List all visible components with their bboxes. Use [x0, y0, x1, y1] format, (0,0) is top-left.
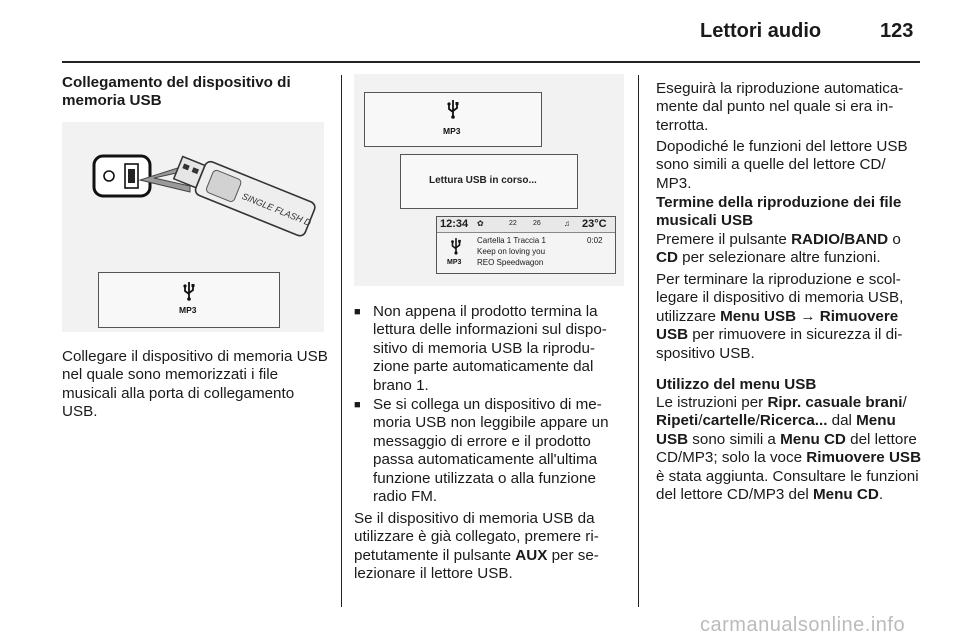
- functions-paragraph: Dopodiché le funzioni del lettore USB sono simili a quelle del lettore CD/ MP3.: [656, 138, 908, 192]
- column-divider-1: [341, 75, 342, 607]
- separator: /: [902, 394, 907, 411]
- usb-menu-paragraph: [656, 394, 922, 504]
- display-panel-playback: [436, 216, 616, 274]
- menu-usb-label: Menu USB: [656, 412, 896, 448]
- paragraph-text: per rimuovere in sicurezza il di-spositivo USB.: [656, 326, 903, 362]
- reading-status-text: Lettura USB in corso...: [429, 175, 537, 186]
- status-value-b: 26: [533, 220, 541, 227]
- arrow-separator: →: [796, 307, 820, 325]
- remove-usb-label: Rimuovere USB: [806, 449, 922, 467]
- section-heading-usb-menu: Utilizzo del menu USB: [656, 376, 817, 393]
- usb-icon: [181, 281, 197, 307]
- flash-drive-label: SINGLE FLASH D: [240, 191, 313, 228]
- bullet-marker: ■: [354, 399, 361, 411]
- mp3-label: MP3: [447, 259, 462, 266]
- menu-usb-label: Menu USB: [720, 307, 797, 325]
- resume-paragraph: Eseguirà la riproduzione automatica-mente dal punto nel quale si era in-terrotta.: [656, 80, 904, 134]
- paragraph-text: dal: [827, 412, 857, 430]
- artist-name: REO Speedwagon: [477, 258, 544, 267]
- paragraph-text: Le istruzioni per: [656, 394, 768, 411]
- separator: /: [755, 412, 760, 430]
- paragraph-text: Premere il pulsante: [656, 231, 792, 248]
- usb-connection-figure: [62, 122, 324, 332]
- menu-cd-label: Menu CD: [813, 486, 879, 504]
- paragraph-text: sono simili a: [688, 430, 781, 448]
- music-note-icon: ♫: [564, 219, 570, 228]
- page-title: Lettori audio: [700, 20, 822, 42]
- temperature: 23°C: [582, 218, 607, 230]
- repeat-label: Ripeti: [656, 412, 699, 430]
- display-panel-mp3: [98, 272, 280, 328]
- bullet-text: Non appena il prodotto termina la lettura delle informazioni sul dispo-sitivo di memoria USB la riprodu-zione parte automaticamente dal brano 1.: [373, 303, 607, 394]
- paragraph-text: per se-lezionare il lettore USB.: [354, 546, 599, 583]
- bullet-marker: ■: [354, 306, 361, 318]
- song-title: Keep on loving you: [477, 247, 546, 256]
- connection-paragraph: Collegare il dispositivo di memoria USB nel quale sono memorizzati i file musicali alla porta di collegamento USB.: [62, 348, 328, 421]
- paragraph-text: per selezionare altre funzioni.: [677, 249, 881, 267]
- paragraph-text: Se il dispositivo di memoria USB da utilizzare è già collegato, premere ri-petutamente il pulsante: [354, 510, 599, 564]
- usb-icon: [449, 235, 463, 261]
- display-panel-reading: [400, 154, 578, 209]
- status-value-a: 22: [509, 220, 517, 227]
- clock-time: 12:34: [440, 218, 469, 230]
- paragraph-text: o: [888, 231, 901, 248]
- paragraph-text: .: [878, 486, 884, 504]
- radio-band-button-label: RADIO/BAND: [791, 231, 889, 248]
- usb-reading-figure: [354, 74, 624, 286]
- already-connected-paragraph: [354, 510, 626, 584]
- header-divider: [62, 61, 920, 63]
- search-label: Ricerca...: [759, 412, 828, 430]
- elapsed-time: 0:02: [587, 236, 603, 245]
- paragraph-text: è stata aggiunta. Consultare le funzioni del lettore CD/MP3 del: [656, 467, 919, 504]
- section-heading-stop-playback: Termine della riproduzione dei file musicali USB: [656, 194, 902, 230]
- section-heading-usb-connection: Collegamento del dispositivo di memoria USB: [62, 74, 291, 110]
- usb-icon: [445, 99, 461, 125]
- watermark: carmanualsonline.info: [700, 614, 906, 636]
- remove-usb-paragraph: [656, 271, 922, 363]
- aux-button-label: AUX: [515, 546, 548, 564]
- bullet-text: Se si collega un dispositivo di me-moria USB non leggibile appare un messaggio di errore e il prodotto passa automaticamente all'ultima funzione utilizzata o alla funzione radio FM.: [373, 396, 609, 506]
- column-divider-2: [638, 75, 639, 607]
- gear-icon: ✿: [477, 219, 484, 228]
- mp3-label: MP3: [179, 305, 197, 315]
- paragraph-text: Per terminare la riproduzione e scol-legare il dispositivo di memoria USB, utilizzare: [656, 271, 904, 325]
- radio-band-paragraph: [656, 231, 922, 268]
- paragraph-text: del lettore CD/MP3; solo la voce: [656, 430, 917, 467]
- display-panel-top: [364, 92, 542, 147]
- mp3-label: MP3: [443, 126, 461, 136]
- folders-label: cartelle: [702, 412, 756, 430]
- remove-usb-label: Rimuovere USB: [656, 307, 899, 344]
- page-number: 123: [880, 20, 914, 42]
- separator: /: [698, 412, 703, 430]
- shuffle-label: Ripr. casuale brani: [767, 394, 903, 411]
- cd-button-label: CD: [656, 249, 678, 267]
- folder-track: Cartella 1 Traccia 1: [477, 236, 546, 245]
- display-status-bar: [437, 217, 615, 233]
- menu-cd-label: Menu CD: [780, 430, 846, 448]
